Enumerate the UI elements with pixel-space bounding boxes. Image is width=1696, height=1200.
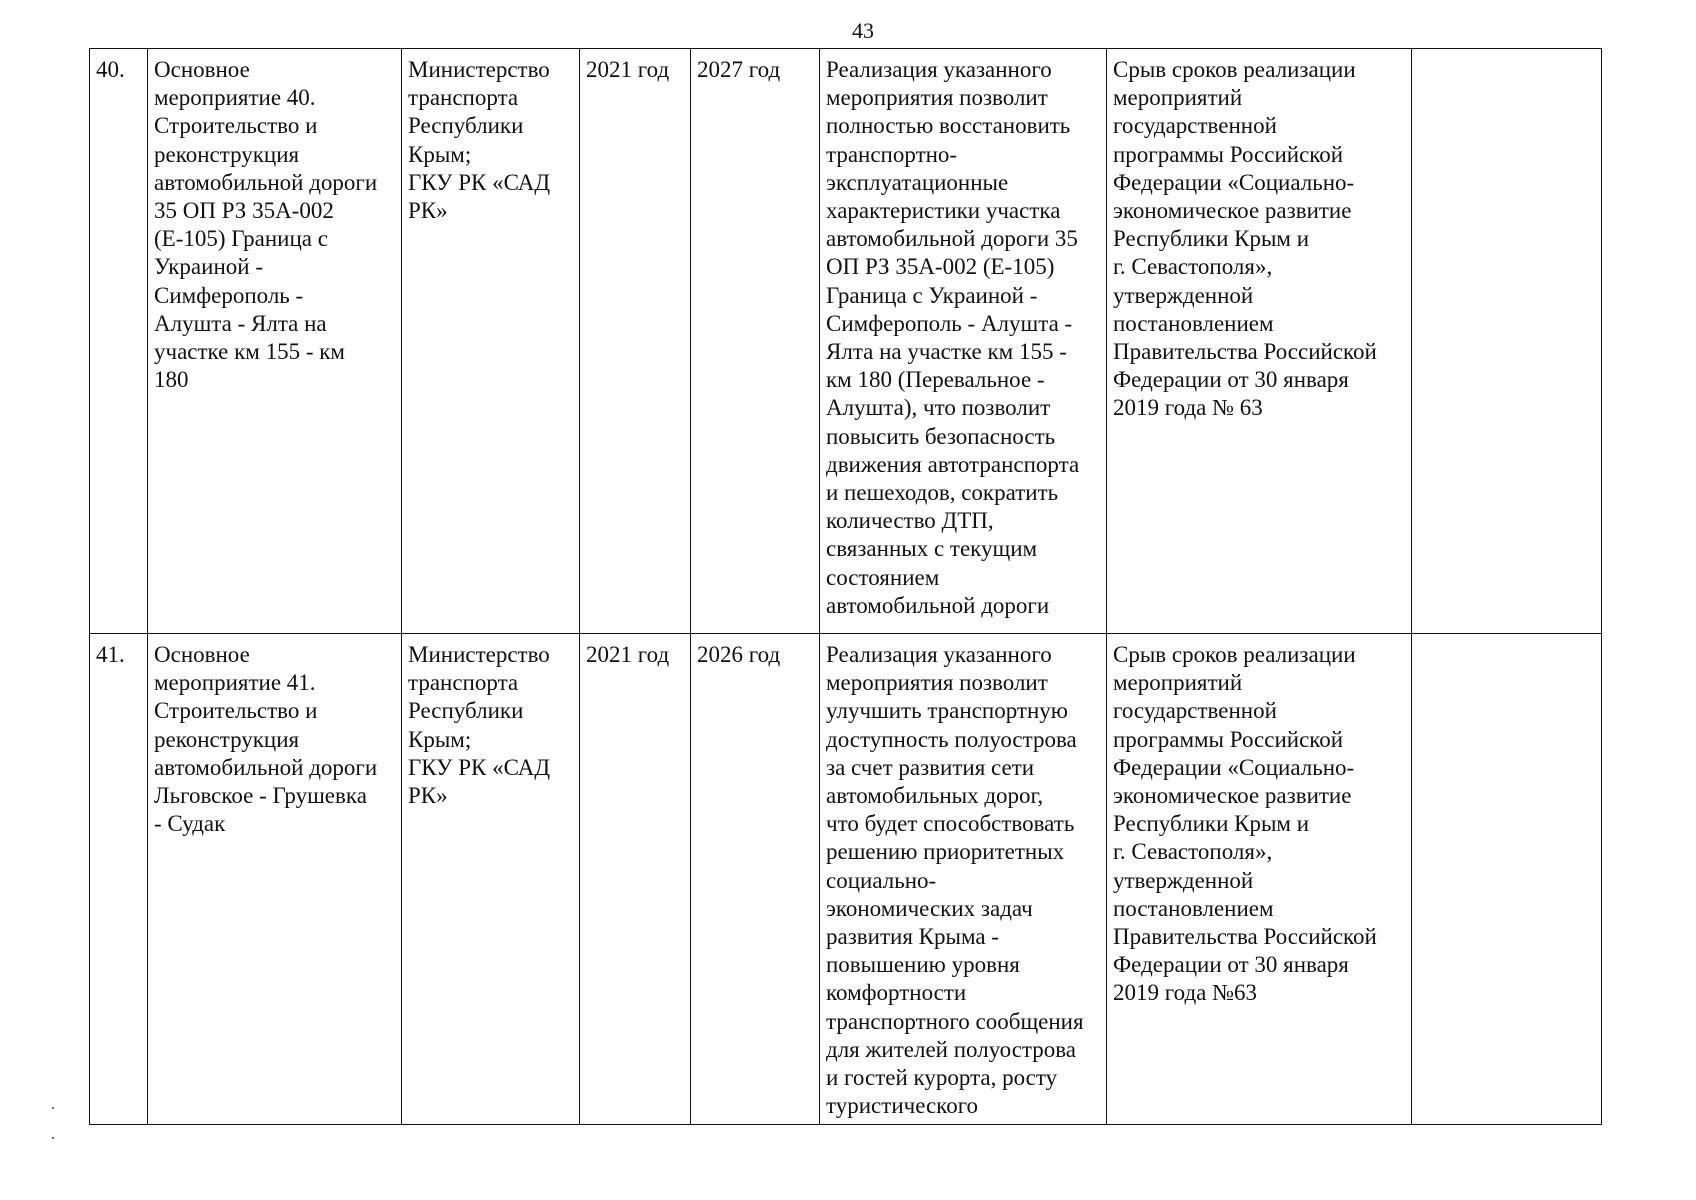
start-year-cell: 2021 год (580, 49, 691, 634)
scan-speck (52, 1107, 54, 1109)
risk-consequences-cell: Срыв сроков реализации мероприятий государственной программы Российской Федерации «Социально- экономическое развитие Республики Крым и г. Севастополя», утвержденной постановлением Правительства Российской Федерации от 30 января 2019 года № 63 (1107, 49, 1412, 634)
scan-speck (52, 1137, 54, 1139)
executor-cell: Министерство транспорта Республики Крым; ГКУ РК «САД РК» (402, 49, 580, 634)
extra-cell (1412, 634, 1602, 1125)
extra-cell (1412, 49, 1602, 634)
expected-result-cell: Реализация указанного мероприятия позволит полностью восстановить транспортно- эксплуатационные характеристики участка автомобильной дороги 35 ОП РЗ 35А-002 (Е-105) Граница с Украиной - Симферополь - Алушта - Ялта на участке км 155 - км 180 (Перевальное - Алушта), что позволит повысить безопасность движения автотранспорта и пешеходов, сократить количество ДТП, связанных с текущим состоянием автомобильной дороги (820, 49, 1107, 634)
row-number-cell: 40. (90, 49, 148, 634)
table-row (90, 634, 1602, 1125)
page-number: 43 (852, 18, 874, 43)
table-row (90, 49, 1602, 634)
end-year-cell: 2026 год (691, 634, 820, 1125)
end-year-cell: 2027 год (691, 49, 820, 634)
start-year-cell: 2021 год (580, 634, 691, 1125)
event-name-cell: Основное мероприятие 41. Строительство и реконструкция автомобильной дороги Льговское - Грушевка - Судак (148, 634, 402, 1125)
expected-result-cell: Реализация указанного мероприятия позволит улучшить транспортную доступность полуострова за счет развития сети автомобильных дорог, что будет способствовать решению приоритетных социально- экономических задач развития Крыма - повышению уровня комфортности транспортного сообщения для жителей полуострова и гостей курорта, росту туристического (820, 634, 1107, 1125)
event-name-cell: Основное мероприятие 40. Строительство и реконструкция автомобильной дороги 35 ОП РЗ 35А-002 (Е-105) Граница с Украиной - Симферополь - Алушта - Ялта на участке км 155 - км 180 (148, 49, 402, 634)
program-events-table (89, 48, 1602, 1125)
executor-cell: Министерство транспорта Республики Крым; ГКУ РК «САД РК» (402, 634, 580, 1125)
risk-consequences-cell: Срыв сроков реализации мероприятий государственной программы Российской Федерации «Социально- экономическое развитие Республики Крым и г. Севастополя», утвержденной постановлением Правительства Российской Федерации от 30 января 2019 года №63 (1107, 634, 1412, 1125)
row-number-cell: 41. (90, 634, 148, 1125)
